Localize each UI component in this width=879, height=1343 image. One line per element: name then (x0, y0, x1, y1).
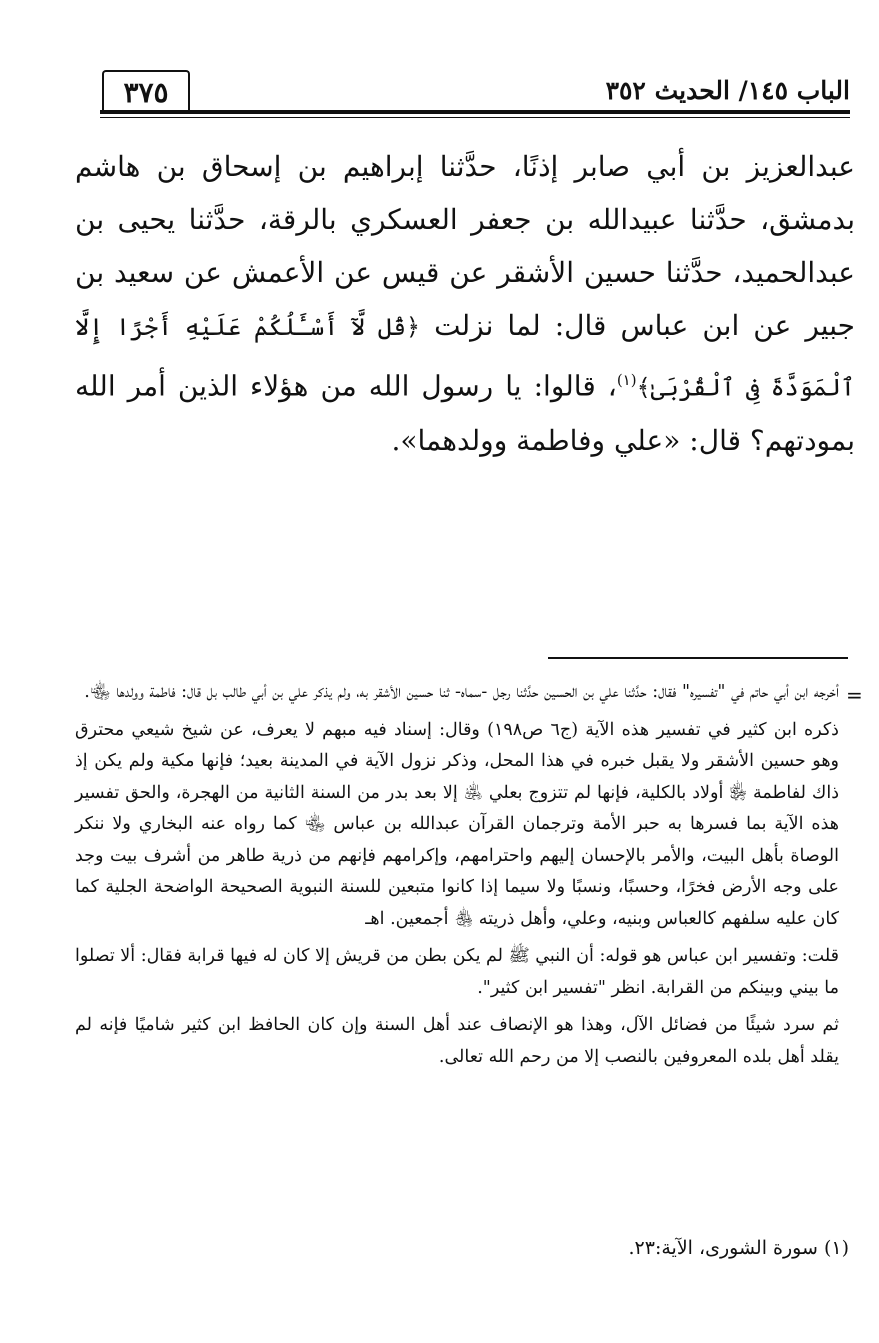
continuation-mark: = (846, 683, 863, 707)
footnote-separator (548, 657, 848, 659)
header-rule-thick (100, 110, 850, 114)
page-header (100, 66, 850, 124)
footnote-paragraph: ثم سرد شيئًا من فضائل الآل، وهذا هو الإنصاف عند أهل السنة وإن كان الحافظ ابن كثير شاميًا فإنه لم يقلد أهل بلده المعروفين بالنصب إلا من رحم الله تعالى. (75, 1015, 839, 1067)
quran-verse: ﴿قُل لَّآ أَسْـَٔلُكُمْ عَلَيْهِ أَجْرًا إِلَّا ٱلْمَوَدَّةَ فِى ٱلْقُرْبَىٰ﴾ (75, 313, 855, 402)
header-rule-thin (100, 117, 850, 118)
hadith-paragraph (75, 140, 855, 467)
hadith-matn: ، قالوا: يا رسول الله من هؤلاء الذين أمر الله بمودتهم؟ قال: «علي وفاطمة وولدهما». (75, 369, 855, 458)
running-title: الباب ١٤٥/ الحديث ٣٥٢ (605, 76, 850, 105)
page-number-frame (102, 70, 190, 112)
main-text (75, 140, 855, 467)
hadith-isnad: عبدالعزيز بن أبي صابر إذنًا، حدَّثنا إبراهيم بن إسحاق بن هاشم بدمشق، حدَّثنا عبيدالله بن جعفر العسكري بالرقة، حدَّثنا يحيى بن عبدالحميد، حدَّثنا حسين الأشقر عن قيس عن الأعمش عن سعيد بن جبير عن ابن عباس قال: لما نزلت (75, 150, 855, 342)
footnote-reference: (١) (616, 371, 637, 389)
footnote-paragraph: أخرجه ابن أبي حاتم في "تفسيره" فقال: حدَّثنا علي بن الحسين حدَّثنا رجل -سماه- ثنا حسين الأشقر به، ولم يذكر علي بن أبي طالب بل قال: فاطمة وولدها ﵄. (84, 682, 839, 702)
footnote-paragraph: ذكره ابن كثير في تفسير هذه الآية (ج٦ ص١٩٨) وقال: إسناد فيه مبهم لا يعرف، عن شيخ شيعي محترق وهو حسين الأشقر ولا يقبل خبره في هذا المحل، وذكر نزول الآية في المدينة بعيد؛ فإنها مكية ولم يكن إذ ذاك لفاطمة ﵂ أولاد بالكلية، فإنها لم تتزوج بعلي ﵁ إلا بعد بدر من السنة الثانية من الهجرة، والحق تفسير هذه الآية بما فسرها به حبر الأمة وترجمان القرآن عبدالله بن عباس ﵄ كما رواه عنه البخاري ولا ننكر الوصاة بأهل البيت، والأمر بالإحسان إليهم واحترامهم، وإكرامهم فإنهم من ذرية طاهر من أشرف بيت وجد على وجه الأرض فخرًا، وحسبًا، ونسبًا ولا سيما إذا كانوا متبعين للسنة النبوية الصحيحة الواضحة الجلية كما كان عليه سلفهم كالعباس وبنيه، وعلي، وأهل ذريته ﵃ أجمعين. اهـ (75, 719, 839, 929)
page-number: ٣٧٥ (123, 75, 169, 109)
footnotes (75, 677, 839, 1079)
footnote-source: (١) سورة الشورى، الآية:٢٣. (628, 1237, 849, 1259)
footnote-paragraph: قلت: وتفسير ابن عباس هو قوله: أن النبي ﷺ لم يكن بطن من قريش إلا كان له فيها قرابة فقال: ألا تصلوا ما بيني وبينكم من القرابة. انظر "تفسير ابن كثير". (74, 946, 839, 998)
